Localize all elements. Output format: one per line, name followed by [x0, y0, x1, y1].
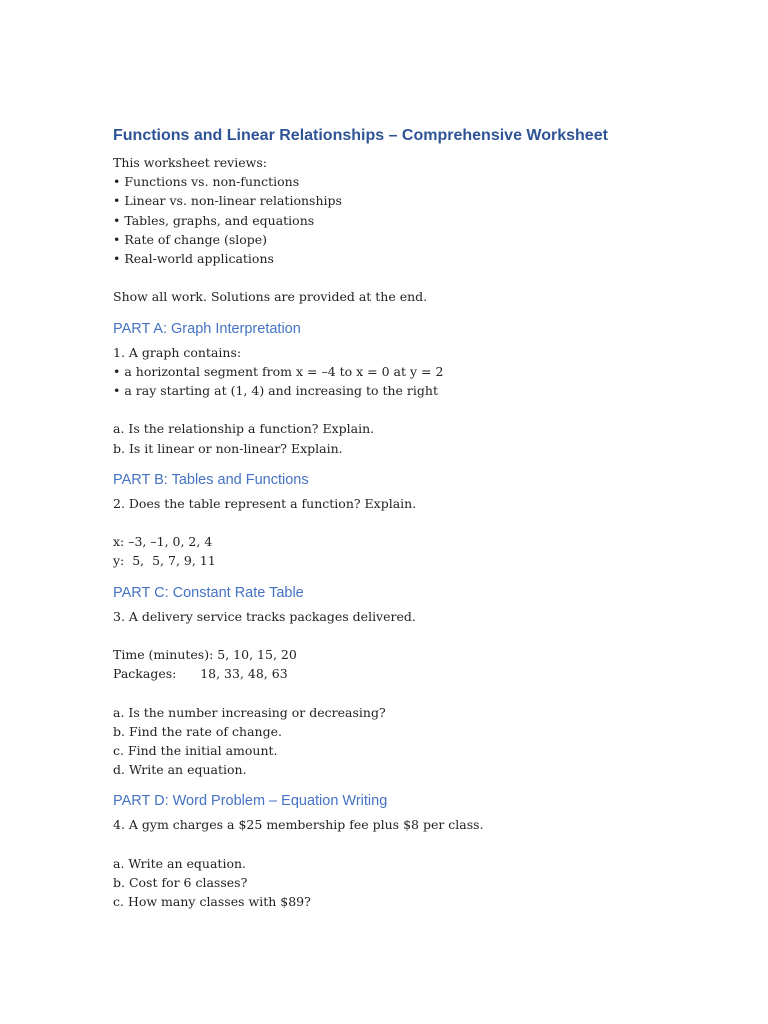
- intro-bullet: • Real-world applications: [113, 251, 274, 267]
- instructions-text: Show all work. Solutions are provided at the end.: [113, 289, 428, 305]
- table-time-row: Time (minutes): 5, 10, 15, 20: [113, 647, 297, 662]
- table-x-row: x: –3, –1, 0, 2, 4: [113, 534, 213, 550]
- table-packages-row: Packages: 18, 33, 48, 63: [113, 666, 288, 682]
- part-c-section: [113, 583, 713, 780]
- question-bullet: • a ray starting at (1, 4) and increasing to the right: [113, 383, 438, 399]
- part-c-heading: PART C: Constant Rate Table: [113, 584, 304, 601]
- part-b-section: [113, 470, 713, 571]
- intro-bullet: • Rate of change (slope): [113, 231, 268, 247]
- question-text: 4. A gym charges a $25 membership fee plus $8 per class.: [113, 817, 484, 833]
- question-text: 2. Does the table represent a function? Explain.: [113, 495, 417, 511]
- sub-question: c. Find the initial amount.: [113, 743, 278, 758]
- part-a-section: [113, 319, 713, 458]
- intro-line: This worksheet reviews:: [113, 155, 267, 170]
- sub-question: b. Find the rate of change.: [113, 723, 282, 739]
- part-d-heading: PART D: Word Problem – Equation Writing: [113, 793, 388, 810]
- sub-question: a. Is the relationship a function? Explain.: [113, 421, 375, 437]
- worksheet-title: Functions and Linear Relationships – Comprehensive Worksheet: [113, 127, 608, 144]
- intro-bullet: • Tables, graphs, and equations: [113, 212, 315, 228]
- intro-bullet: • Functions vs. non-functions: [113, 174, 300, 190]
- question-text: 3. A delivery service tracks packages delivered.: [113, 608, 416, 624]
- question-bullet: • a horizontal segment from x = –4 to x = 0 at y = 2: [113, 363, 444, 379]
- part-d-section: [113, 791, 713, 911]
- part-b-heading: PART B: Tables and Functions: [113, 471, 309, 488]
- table-y-row: y: 5, 5, 7, 9, 11: [113, 553, 216, 569]
- sub-question: a. Is the number increasing or decreasing?: [113, 704, 386, 720]
- question-text: 1. A graph contains:: [113, 344, 242, 360]
- sub-question: d. Write an equation.: [113, 762, 247, 778]
- sub-question: b. Is it linear or non-linear? Explain.: [113, 440, 343, 456]
- part-a-heading: PART A: Graph Interpretation: [113, 320, 301, 337]
- intro-section: [113, 153, 713, 268]
- worksheet-content: [113, 125, 713, 911]
- sub-question: a. Write an equation.: [113, 855, 247, 871]
- sub-question: b. Cost for 6 classes?: [113, 875, 248, 890]
- intro-bullet: • Linear vs. non-linear relationships: [113, 193, 342, 209]
- sub-question: c. How many classes with $89?: [113, 894, 311, 910]
